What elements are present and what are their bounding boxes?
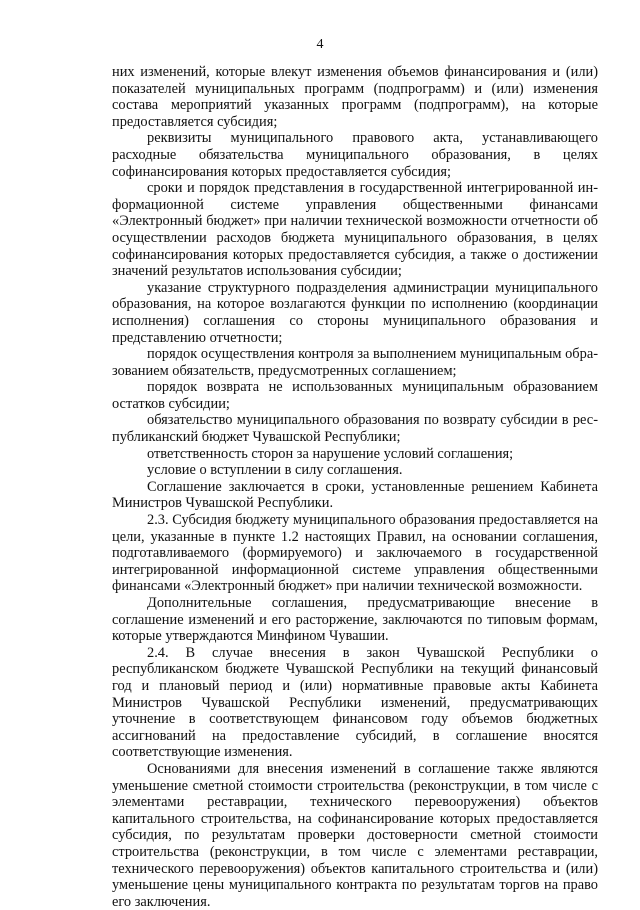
paragraph-continuation: них изменений, которые влекут изменения объемов финансирования и (или) показателей муниципальных программ (подпрограмм) и (или) изменения состава мероприятий указанных программ (подпрограмм), на которые предоставляется субсидия; (112, 64, 598, 130)
paragraph-reporting-terms: сроки и порядок представления в государственной интегрированной информационной системе управления общественными финансами «Электронный бюджет» при наличии технической возможности отчетности об осуществлении расходов бюджета муниципального образования, в целях софинансирования которых предоставляется субсидия, а также о достижении значений результатов использования субсидии; (112, 180, 598, 280)
paragraph-entry-into-force: условие о вступлении в силу соглашения. (147, 462, 403, 479)
paragraph-section-2-4: 2.4. В случае внесения в закон Чувашской Республики о республиканском бюджете Чувашской Республики на текущий финансовый год и плановый период и (или) нормативные правовые акты Кабинета Министров Чувашской Республики изменений, предусматривающих уточнение в соответствующем финансовом году объемов бюджетных ассигнований на предоставление субсидий, в соглашение вносятся соответствующие изменения. (112, 644, 598, 761)
paragraph-control-procedure: порядок осуществления контроля за выполнением муниципальным образованием обязательств, предусмотренных соглашением; (112, 346, 598, 379)
paragraph-additional-agreements: Дополнительные соглашения, предусматривающие внесение в соглашение изменений и его расторжение, заключаются по типовым формам, которые утверждаются Минфином Чувашии. (112, 595, 598, 645)
paragraph-responsibility: ответственность сторон за нарушение условий соглашения; (147, 445, 514, 462)
paragraph-agreement-terms: Соглашение заключается в сроки, установленные решением Кабинета Министров Чувашской Республики. (112, 478, 598, 512)
paragraph-legal-act-details: реквизиты муниципального правового акта, устанавливающего расходные обязательства муниципального образования, в целях софинансирования которых предоставляется субсидия; (112, 130, 598, 180)
paragraph-grounds-for-changes: Основаниями для внесения изменений в соглашение также являются уменьшение сметной стоимости строительства (реконструкции, в том числе с элементами реставрации, технического перевооружения) объектов капитального строительства, на софинансирование которых предоставляется субсидия, по результатам проверки достоверности сметной стоимости строительства (реконструкции, в том числе с элементами реставрации, технического перевооружения) объектов капитального строительства и (или) уменьшение цены муниципального контракта по результатам торгов на право его заключения. (112, 760, 598, 910)
paragraph-section-2-3: 2.3. Субсидия бюджету муниципального образования предоставляется на цели, указанные в пункте 1.2 настоящих Правил, на основании соглашения, подготавливаемого (формируемого) и заключаемого в государственной интегрированной информационной системе управления общественными финансами «Электронный бюджет» при наличии технической возможности. (112, 512, 598, 595)
paragraph-return-procedure: порядок возврата не использованных муниципальным образованием остатков субсидии; (112, 379, 598, 412)
paragraph-responsible-unit: указание структурного подразделения администрации муниципального образования, на которое возлагаются функции по исполнению (координации исполнения) соглашения со стороны муниципального образования и представлению отчетности; (112, 279, 598, 346)
document-body (112, 64, 598, 910)
page-number: 4 (316, 37, 324, 52)
paragraph-return-obligation: обязательство муниципального образования по возврату субсидии в республиканский бюджет Чувашской Республики; (112, 412, 598, 446)
